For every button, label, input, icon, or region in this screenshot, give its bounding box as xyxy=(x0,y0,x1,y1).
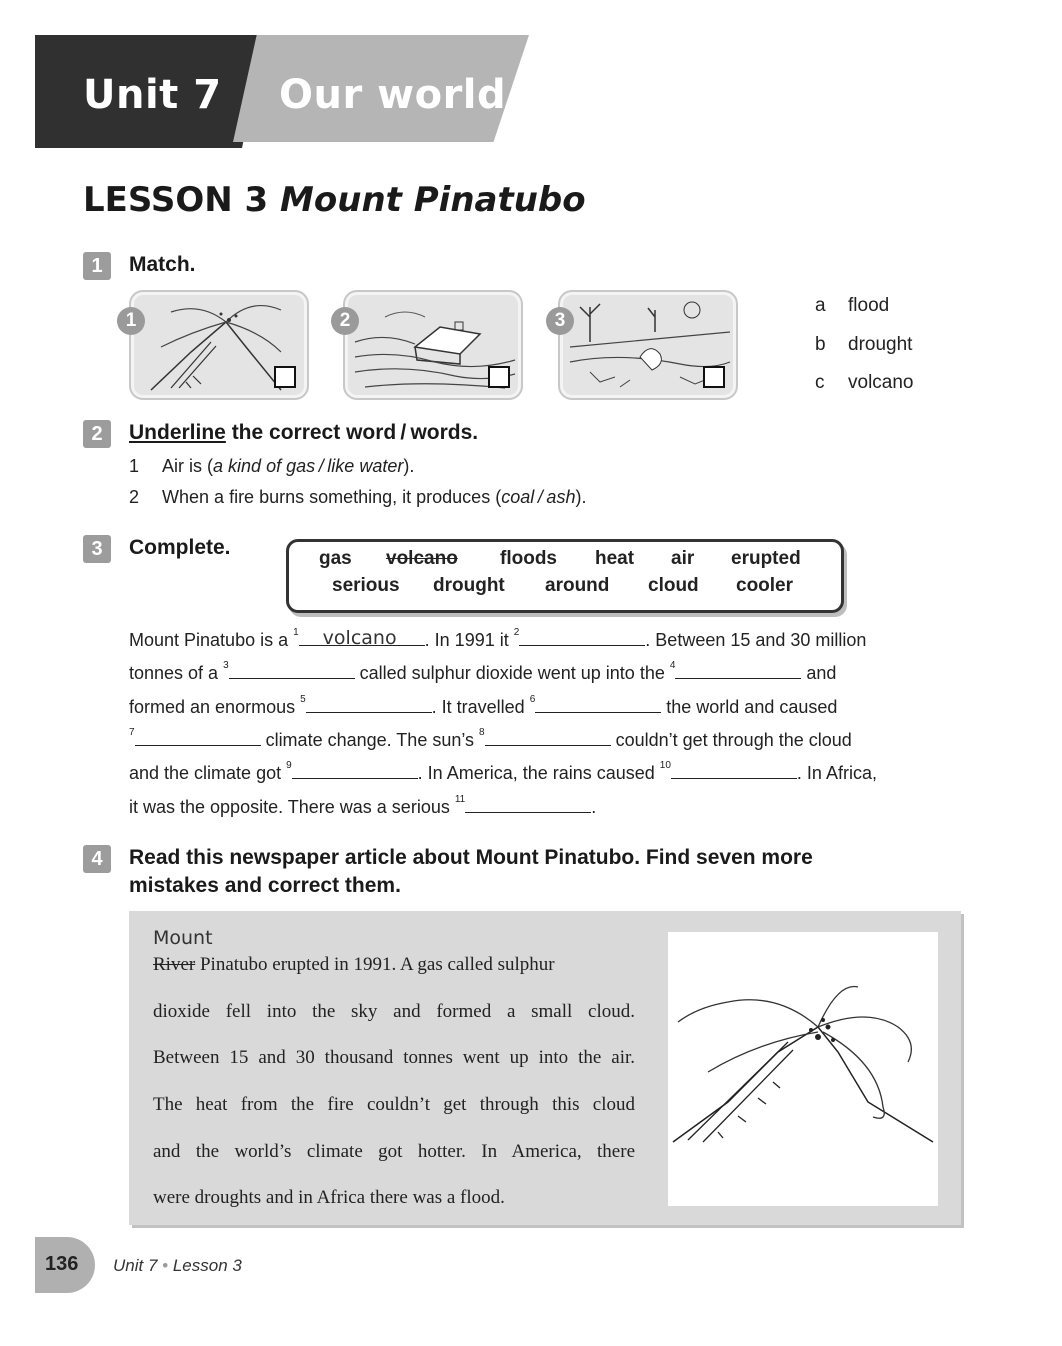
item-text: ). xyxy=(575,487,587,507)
blank-2[interactable] xyxy=(519,629,645,646)
unit-title: Our world xyxy=(279,72,507,118)
title-rest: the correct word / words. xyxy=(225,421,479,444)
item-number: 2 xyxy=(129,487,140,507)
lesson-label: LESSON 3 xyxy=(83,180,269,220)
article-line: dioxide fell into the sky and formed a small cloud. xyxy=(153,1001,635,1022)
option-word: drought xyxy=(848,334,913,355)
blank-11[interactable] xyxy=(465,796,591,813)
article-picture xyxy=(668,932,938,1206)
exercise-3-title: Complete. xyxy=(129,536,231,559)
picture-number: 2 xyxy=(331,307,359,335)
answer-checkbox[interactable] xyxy=(703,366,725,388)
crossed-word: River xyxy=(153,954,196,975)
exercise-number: 2 xyxy=(83,420,111,448)
word-bank-item: serious xyxy=(332,575,400,596)
cloze-line: tonnes of a $^3$ called sulphur dioxide went up into the $^4$ and xyxy=(129,660,837,683)
word-bank-item: erupted xyxy=(731,548,801,569)
option-word: flood xyxy=(848,295,890,316)
word-bank-item: cloud xyxy=(648,575,699,596)
handwritten-correction: Mount xyxy=(153,927,213,949)
list-item xyxy=(129,487,586,508)
blank-3[interactable] xyxy=(229,662,355,679)
blank-4[interactable] xyxy=(675,662,801,679)
option-word: volcano xyxy=(848,372,914,393)
option-letter: c xyxy=(815,372,825,393)
item-number: 1 xyxy=(129,456,140,476)
blank-6[interactable] xyxy=(535,696,661,713)
exercise-4-title-line1: Read this newspaper article about Mount Pinatubo. Find seven more xyxy=(129,846,813,869)
word-bank-item: floods xyxy=(500,548,557,569)
article-line: The heat from the fire couldn’t get through this cloud xyxy=(153,1094,635,1115)
picture-number: 1 xyxy=(117,307,145,335)
article-line: and the world’s climate got hotter. In America, there xyxy=(153,1141,635,1162)
cloze-line: $^7$ climate change. The sun’s $^8$ couldn’t get through the cloud xyxy=(129,727,852,750)
volcano-illustration xyxy=(668,932,938,1206)
cloze-line: it was the opposite. There was a serious $^{11}$ . xyxy=(129,794,597,817)
option-letter: a xyxy=(815,295,826,316)
blank-8[interactable] xyxy=(485,729,611,746)
item-text: Air is ( xyxy=(162,456,214,476)
item-choices[interactable]: a kind of gas / like water xyxy=(213,456,404,476)
lesson-heading xyxy=(83,180,586,220)
picture-number: 3 xyxy=(546,307,574,335)
word-bank-item: heat xyxy=(595,548,635,569)
item-choices[interactable]: coal / ash xyxy=(501,487,576,507)
word-bank-item-crossed: volcano xyxy=(386,548,458,569)
cloze-line: Mount Pinatubo is a $^1$ volcano . In 1991 it $^2$ . Between 15 and 30 million xyxy=(129,627,867,650)
blank-5[interactable] xyxy=(306,696,432,713)
page-number: 136 xyxy=(45,1253,79,1275)
exercise-number: 4 xyxy=(83,845,111,873)
word-bank-item: air xyxy=(671,548,695,569)
blank-10[interactable] xyxy=(671,762,797,779)
item-text: When a fire burns something, it produces ( xyxy=(162,487,502,507)
article-line: Between 15 and 30 thousand tonnes went up into the air. xyxy=(153,1047,635,1068)
list-item xyxy=(129,456,414,477)
answer-checkbox[interactable] xyxy=(274,366,296,388)
article-line: River Pinatubo erupted in 1991. A gas called sulphur xyxy=(153,954,555,975)
blank-1[interactable] xyxy=(299,627,425,649)
exercise-4-title-line2: mistakes and correct them. xyxy=(129,874,401,897)
word-bank-item: drought xyxy=(433,575,505,596)
exercise-number: 1 xyxy=(83,252,111,280)
exercise-number: 3 xyxy=(83,535,111,563)
answer-checkbox[interactable] xyxy=(488,366,510,388)
article-line: were droughts and in Africa there was a flood. xyxy=(153,1187,505,1208)
word-bank-item: gas xyxy=(319,548,352,569)
blank-7[interactable] xyxy=(135,729,261,746)
word-bank-item: around xyxy=(545,575,610,596)
blank-9[interactable] xyxy=(292,762,418,779)
word-bank-item: cooler xyxy=(736,575,794,596)
option-letter: b xyxy=(815,334,826,355)
underline-word: Underline xyxy=(129,421,226,444)
item-text: ). xyxy=(403,456,415,476)
example-answer: volcano xyxy=(322,627,397,649)
cloze-line: formed an enormous $^5$ . It travelled $^6$ the world and caused xyxy=(129,694,838,717)
footer-label: Unit 7 • Lesson 3 xyxy=(113,1256,242,1275)
unit-label: Unit 7 xyxy=(83,72,222,118)
exercise-2-title xyxy=(129,421,478,445)
cloze-line: and the climate got $^9$ . In America, the rains caused $^{10}$ . In Africa, xyxy=(129,760,877,783)
lesson-title: Mount Pinatubo xyxy=(280,180,586,220)
exercise-1-title: Match. xyxy=(129,253,196,276)
